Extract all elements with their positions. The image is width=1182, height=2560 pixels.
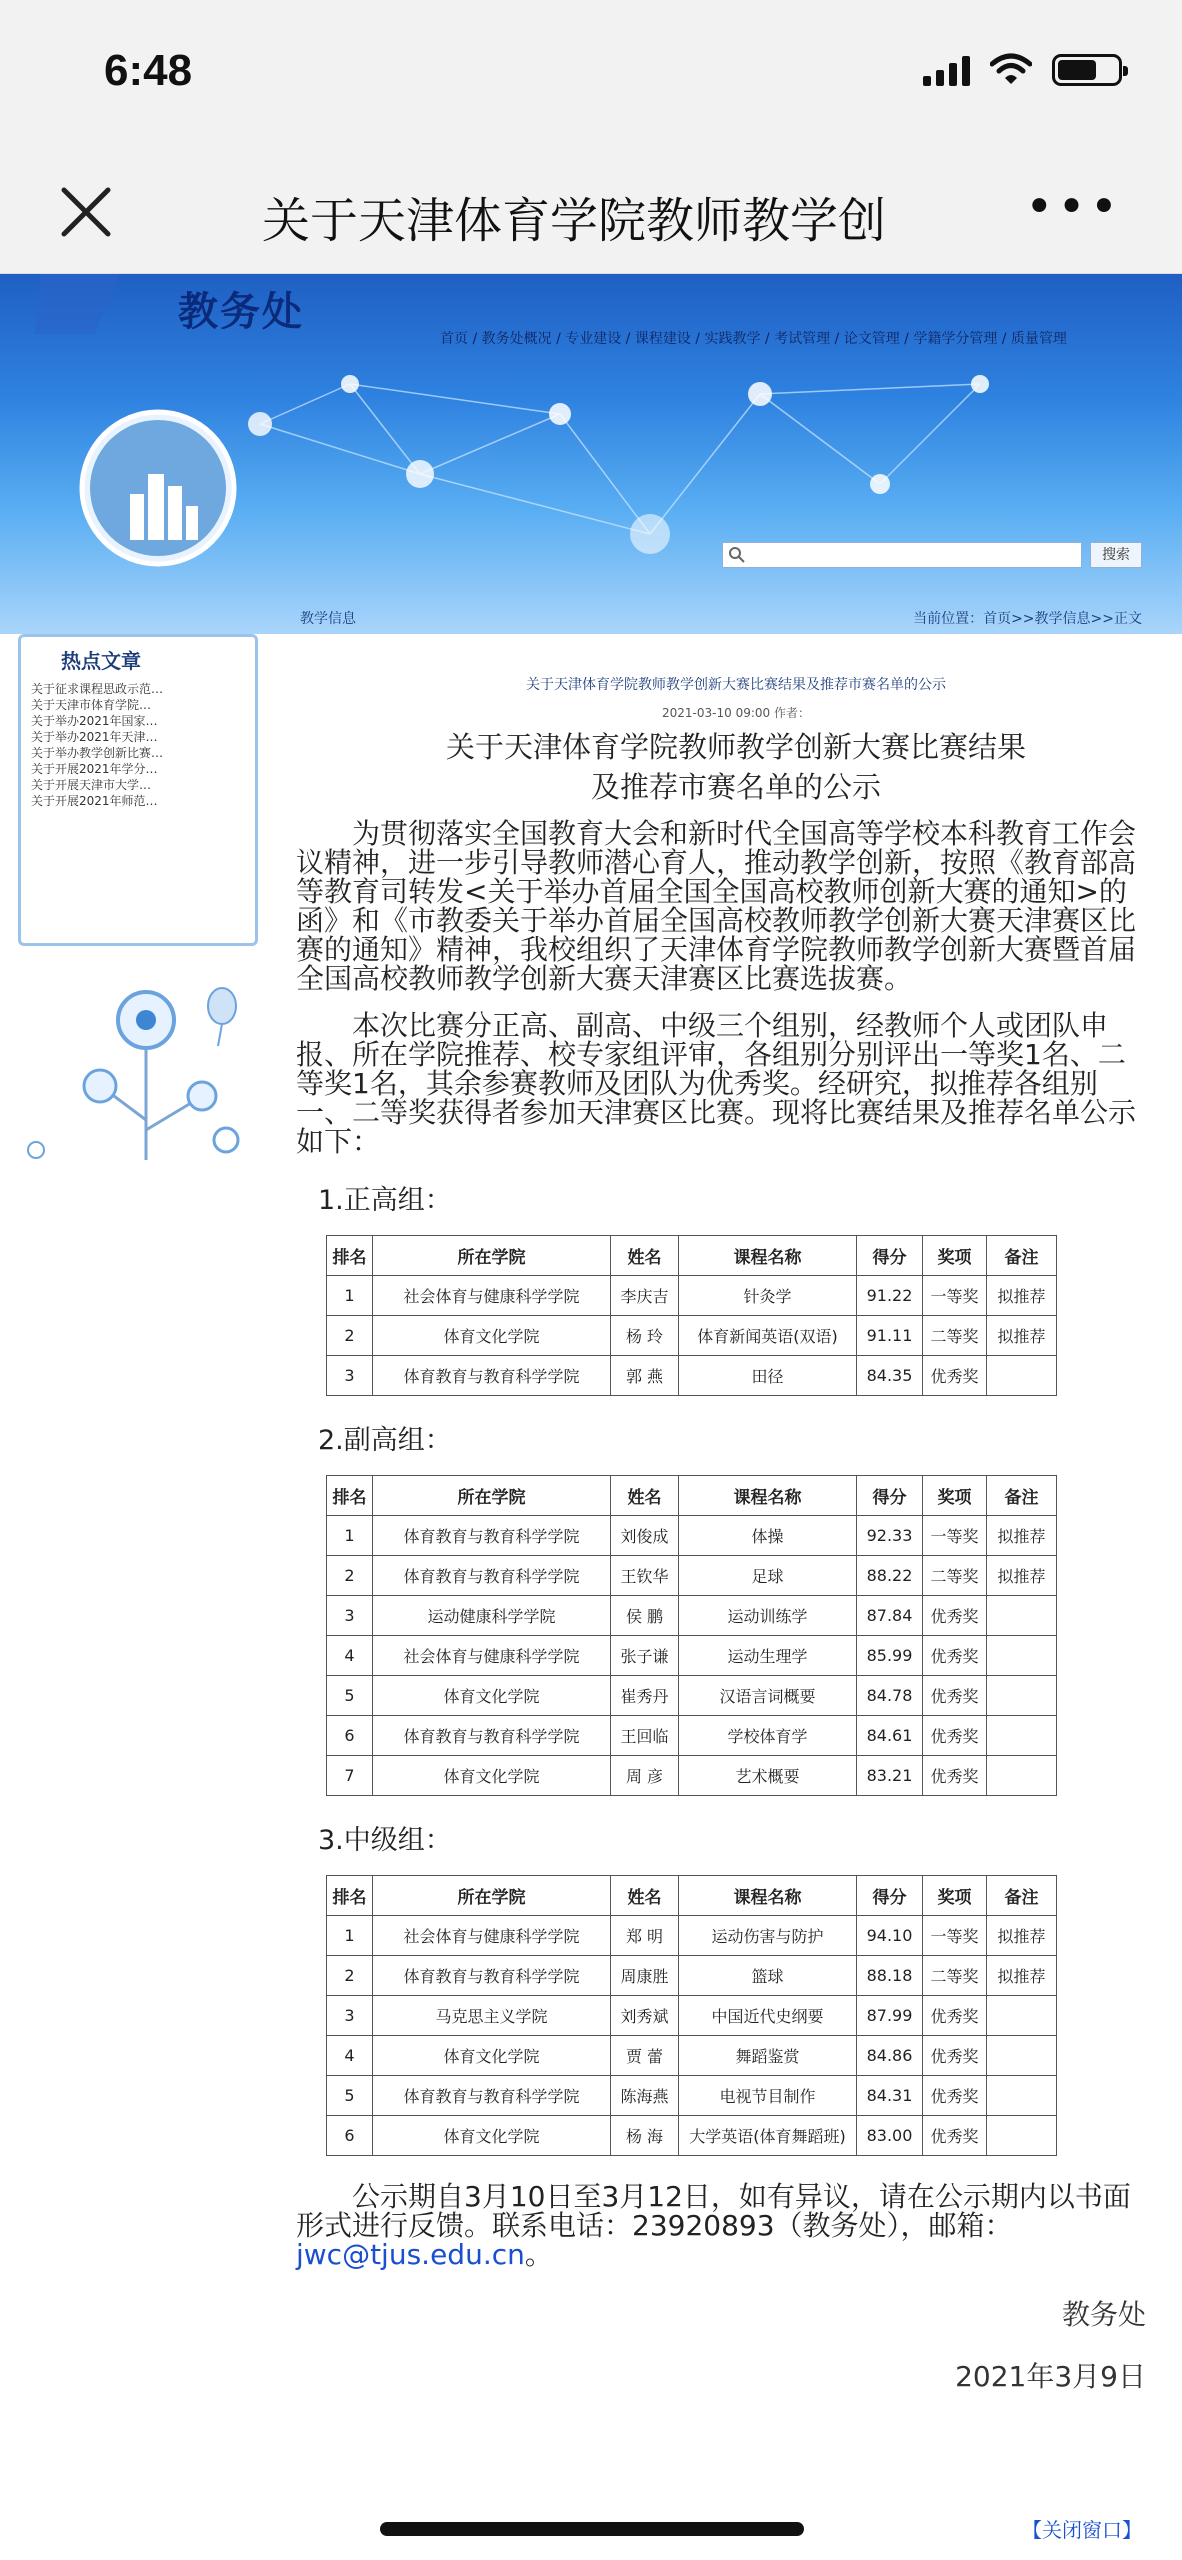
table-cell: 体育文化学院 [373, 2116, 611, 2156]
table-cell: 刘俊成 [611, 1516, 679, 1556]
table-cell: 一等奖 [923, 1276, 987, 1316]
table-cell: 大学英语(体育舞蹈班) [679, 2116, 857, 2156]
page-title: 关于天津体育学院教师教学创 [262, 193, 887, 249]
table-cell: 运动伤害与防护 [679, 1916, 857, 1956]
column-header: 奖项 [923, 1236, 987, 1276]
table-row [327, 2076, 1057, 2116]
table-cell: 杨 海 [611, 2116, 679, 2156]
table-cell: 一等奖 [923, 1516, 987, 1556]
table-cell: 1 [327, 1276, 373, 1316]
breadcrumb[interactable]: 当前位置：首页>>教学信息>>正文 [913, 611, 1142, 627]
cellular-signal-icon [923, 54, 970, 86]
table-cell [987, 1756, 1057, 1796]
table-row [327, 1636, 1057, 1676]
table-cell: 杨 玲 [611, 1316, 679, 1356]
table-cell: 2 [327, 1556, 373, 1596]
table-cell: 88.22 [857, 1556, 923, 1596]
table-cell: 84.78 [857, 1676, 923, 1716]
table-cell: 1 [327, 1516, 373, 1556]
table-cell: 体育教育与教育科学学院 [373, 1556, 611, 1596]
table-cell: 社会体育与健康科学学院 [373, 1916, 611, 1956]
table-cell: 88.18 [857, 1956, 923, 1996]
article-title [296, 727, 1176, 807]
publish-date: 2021年3月9日 [955, 2360, 1146, 2393]
table-cell: 足球 [679, 1556, 857, 1596]
hot-article-link[interactable]: 关于开展2021年学分… [31, 762, 158, 776]
table-row [327, 2116, 1057, 2156]
table-cell: 体育教育与教育科学学院 [373, 1356, 611, 1396]
table-header-row [327, 1236, 1057, 1276]
column-header: 姓名 [611, 1236, 679, 1276]
table-cell: 3 [327, 1596, 373, 1636]
table-cell: 84.31 [857, 2076, 923, 2116]
table-cell: 91.11 [857, 1316, 923, 1356]
table-cell [987, 2116, 1057, 2156]
table-cell: 舞蹈鉴赏 [679, 2036, 857, 2076]
table-row [327, 1556, 1057, 1596]
column-header: 排名 [327, 1476, 373, 1516]
column-header: 得分 [857, 1236, 923, 1276]
table-cell: 社会体育与健康科学学院 [373, 1276, 611, 1316]
table-cell: 83.21 [857, 1756, 923, 1796]
table-cell: 84.86 [857, 2036, 923, 2076]
table-cell: 91.22 [857, 1276, 923, 1316]
email-link[interactable]: jwc@tjus.edu.cn [296, 2238, 525, 2271]
table-cell: 体育教育与教育科学学院 [373, 1516, 611, 1556]
table-cell [987, 2076, 1057, 2116]
table-cell: 体育教育与教育科学学院 [373, 1956, 611, 1996]
table-cell: 优秀奖 [923, 1676, 987, 1716]
search-button[interactable]: 搜索 [1090, 542, 1142, 568]
table-cell: 陈海燕 [611, 2076, 679, 2116]
table-row [327, 2036, 1057, 2076]
table-row [327, 1596, 1057, 1636]
group-title: 2.副高组： [318, 1425, 452, 1456]
table-cell: 崔秀丹 [611, 1676, 679, 1716]
table-cell: 优秀奖 [923, 1636, 987, 1676]
hot-articles-box [18, 634, 258, 946]
battery-fill [1058, 60, 1096, 80]
column-header: 得分 [857, 1876, 923, 1916]
table-cell: 94.10 [857, 1916, 923, 1956]
navigation-bar [0, 150, 1182, 274]
table-cell: 5 [327, 1676, 373, 1716]
table-cell: 二等奖 [923, 1556, 987, 1596]
table-cell: 学校体育学 [679, 1716, 857, 1756]
table-cell: 刘秀斌 [611, 1996, 679, 2036]
table-row [327, 1996, 1057, 2036]
signature: 教务处 [1061, 2298, 1146, 2331]
table-cell: 篮球 [679, 1956, 857, 1996]
battery-icon [1052, 54, 1122, 86]
notice-text: 公示期自3月10日至3月12日，如有异议，请在公示期内以书面形式进行反馈。联系电话：23920893（教务处），邮箱： [296, 2180, 1131, 2242]
table-cell: 周 彦 [611, 1756, 679, 1796]
table-cell: 87.99 [857, 1996, 923, 2036]
table-cell [987, 1356, 1057, 1396]
table-cell: 84.61 [857, 1716, 923, 1756]
table-cell: 拟推荐 [987, 1956, 1057, 1996]
table-cell: 体育新闻英语(双语) [679, 1316, 857, 1356]
hot-article-link[interactable]: 关于开展2021年师范… [31, 794, 158, 808]
column-header: 备注 [987, 1476, 1057, 1516]
table-cell: 运动生理学 [679, 1636, 857, 1676]
column-header: 所在学院 [373, 1876, 611, 1916]
table-cell: 一等奖 [923, 1916, 987, 1956]
status-time: 6:48 [104, 46, 193, 95]
status-bar [0, 0, 1182, 150]
table-cell: 运动健康科学学院 [373, 1596, 611, 1636]
table-cell: 二等奖 [923, 1956, 987, 1996]
article-title-line: 及推荐市赛名单的公示 [590, 770, 881, 804]
article [296, 670, 1176, 2395]
group-title: 3.中级组： [318, 1825, 452, 1856]
search-input[interactable] [722, 542, 1082, 568]
table-cell: 优秀奖 [923, 2116, 987, 2156]
table-cell: 7 [327, 1756, 373, 1796]
table-header-row [327, 1476, 1057, 1516]
site-banner [0, 274, 1182, 634]
table-row [327, 1916, 1057, 1956]
table-cell: 体育文化学院 [373, 2036, 611, 2076]
table-cell: 84.35 [857, 1356, 923, 1396]
column-header: 备注 [987, 1876, 1057, 1916]
article-paragraph: 为贯彻落实全国教育大会和新时代全国高等学校本科教育工作会议精神，进一步引导教师潜心育人，推动教学创新，按照《教育部高等教育司转发<关于举办首届全国全国高校教师创新大赛的通知>的函》和《市教委关于举办首届全国高校教师教学创新大赛天津赛区比赛的通知》精神，我校组织了天津体育学院教师教学创新大赛暨首届全国高校教师教学创新大赛天津赛区比赛选拔赛。 [296, 817, 1137, 995]
table-cell: 马克思主义学院 [373, 1996, 611, 2036]
breadcrumb-bar [0, 600, 1182, 634]
table-cell [987, 1996, 1057, 2036]
table-cell: 2 [327, 1956, 373, 1996]
table-cell: 拟推荐 [987, 1556, 1057, 1596]
table-cell: 二等奖 [923, 1316, 987, 1356]
score-table [326, 1875, 1057, 2156]
hot-article-link[interactable]: 关于举办2021年天津… [31, 730, 158, 744]
column-header: 所在学院 [373, 1236, 611, 1276]
hot-articles-heading: 热点文章 [61, 649, 141, 673]
table-row [327, 1756, 1057, 1796]
table-cell: 中国近代史纲要 [679, 1996, 857, 2036]
table-row [327, 1316, 1057, 1356]
table-cell: 3 [327, 1356, 373, 1396]
column-header: 排名 [327, 1236, 373, 1276]
section-label: 教学信息 [300, 611, 356, 627]
wifi-icon [990, 52, 1032, 86]
table-cell: 贾 蕾 [611, 2036, 679, 2076]
table-cell: 体育文化学院 [373, 1316, 611, 1356]
table-cell: 拟推荐 [987, 1516, 1057, 1556]
status-icons [923, 52, 1122, 86]
hot-article-link[interactable]: 关于开展天津市大学… [31, 778, 152, 792]
table-cell: 体育文化学院 [373, 1676, 611, 1716]
result-groups [296, 1178, 1176, 2156]
close-window-link[interactable]: 【关闭窗口】 [1022, 2518, 1142, 2542]
table-cell: 2 [327, 1316, 373, 1356]
table-header-row [327, 1876, 1057, 1916]
article-title-line: 关于天津体育学院教师教学创新大赛比赛结果 [445, 730, 1026, 764]
table-cell: 6 [327, 2116, 373, 2156]
table-cell: 李庆吉 [611, 1276, 679, 1316]
site-menu[interactable]: 首页 / 教务处概况 / 专业建设 / 课程建设 / 实践教学 / 考试管理 / 论文管理 / 学籍学分管理 / 质量管理 [440, 331, 1067, 347]
table-cell: 侯 鹏 [611, 1596, 679, 1636]
more-options-icon[interactable]: ••• [1025, 179, 1122, 235]
decorative-flowers-icon [26, 980, 256, 1180]
table-cell: 85.99 [857, 1636, 923, 1676]
table-row [327, 1516, 1057, 1556]
table-cell [987, 1676, 1057, 1716]
table-cell: 优秀奖 [923, 2076, 987, 2116]
column-header: 课程名称 [679, 1876, 857, 1916]
column-header: 所在学院 [373, 1476, 611, 1516]
table-cell: 优秀奖 [923, 2036, 987, 2076]
table-cell: 3 [327, 1996, 373, 2036]
group-title: 1.正高组： [318, 1185, 452, 1216]
notice-paragraph [296, 2182, 1136, 2269]
table-row [327, 1716, 1057, 1756]
table-cell: 周康胜 [611, 1956, 679, 1996]
table-cell: 4 [327, 2036, 373, 2076]
table-cell: 田径 [679, 1356, 857, 1396]
table-cell: 5 [327, 2076, 373, 2116]
table-cell: 4 [327, 1636, 373, 1676]
table-cell: 郭 燕 [611, 1356, 679, 1396]
home-indicator[interactable] [380, 2522, 804, 2536]
table-cell [987, 2036, 1057, 2076]
table-cell: 6 [327, 1716, 373, 1756]
close-icon[interactable] [54, 180, 118, 244]
table-row [327, 1676, 1057, 1716]
table-cell: 体育文化学院 [373, 1756, 611, 1796]
column-header: 课程名称 [679, 1476, 857, 1516]
column-header: 课程名称 [679, 1236, 857, 1276]
table-cell [987, 1716, 1057, 1756]
column-header: 得分 [857, 1476, 923, 1516]
table-cell: 拟推荐 [987, 1916, 1057, 1956]
article-paragraph: 本次比赛分正高、副高、中级三个组别，经教师个人或团队申报、所在学院推荐、校专家组评审，各组别分别评出一等奖1名、二等奖1名，其余参赛教师及团队为优秀奖。经研究，拟推荐各组别一、二等奖获得者参加天津赛区比赛。现将比赛结果及推荐名单公示如下： [296, 1009, 1137, 1158]
hot-articles-list [31, 681, 163, 809]
column-header: 备注 [987, 1236, 1057, 1276]
table-cell: 汉语言词概要 [679, 1676, 857, 1716]
table-cell: 针灸学 [679, 1276, 857, 1316]
column-header: 姓名 [611, 1876, 679, 1916]
table-cell: 87.84 [857, 1596, 923, 1636]
table-cell: 优秀奖 [923, 1356, 987, 1396]
notice-end: 。 [524, 2238, 553, 2271]
table-cell: 92.33 [857, 1516, 923, 1556]
column-header: 排名 [327, 1876, 373, 1916]
table-cell: 优秀奖 [923, 1756, 987, 1796]
hot-article-link[interactable]: 关于举办教学创新比赛… [31, 746, 164, 760]
table-cell: 张子谦 [611, 1636, 679, 1676]
table-cell: 1 [327, 1916, 373, 1956]
table-cell: 社会体育与健康科学学院 [373, 1636, 611, 1676]
table-row [327, 1276, 1057, 1316]
table-cell: 王钦华 [611, 1556, 679, 1596]
table-cell [987, 1596, 1057, 1636]
table-cell: 电视节目制作 [679, 2076, 857, 2116]
table-cell: 体操 [679, 1516, 857, 1556]
column-header: 奖项 [923, 1476, 987, 1516]
table-cell: 体育教育与教育科学学院 [373, 1716, 611, 1756]
score-table [326, 1475, 1057, 1796]
table-cell: 郑 明 [611, 1916, 679, 1956]
table-row [327, 1956, 1057, 1996]
article-header: 关于天津体育学院教师教学创新大赛比赛结果及推荐市赛名单的公示 [526, 677, 946, 693]
table-cell: 运动训练学 [679, 1596, 857, 1636]
table-cell: 83.00 [857, 2116, 923, 2156]
table-cell: 拟推荐 [987, 1316, 1057, 1356]
article-meta: 2021-03-10 09:00 作者： [662, 706, 810, 720]
table-cell: 体育教育与教育科学学院 [373, 2076, 611, 2116]
search-icon [728, 546, 746, 564]
hot-article-link[interactable]: 关于举办2021年国家… [31, 714, 158, 728]
table-cell: 优秀奖 [923, 1996, 987, 2036]
table-cell [987, 1636, 1057, 1676]
column-header: 奖项 [923, 1876, 987, 1916]
site-title: 教务处 [178, 289, 304, 335]
table-row [327, 1356, 1057, 1396]
table-cell: 优秀奖 [923, 1716, 987, 1756]
table-cell: 拟推荐 [987, 1276, 1057, 1316]
table-cell: 王回临 [611, 1716, 679, 1756]
column-header: 姓名 [611, 1476, 679, 1516]
table-cell: 艺术概要 [679, 1756, 857, 1796]
score-table [326, 1235, 1057, 1396]
table-cell: 优秀奖 [923, 1596, 987, 1636]
hot-article-link[interactable]: 关于天津市体育学院… [31, 698, 152, 712]
hot-article-link[interactable]: 关于征求课程思政示范… [31, 682, 164, 696]
